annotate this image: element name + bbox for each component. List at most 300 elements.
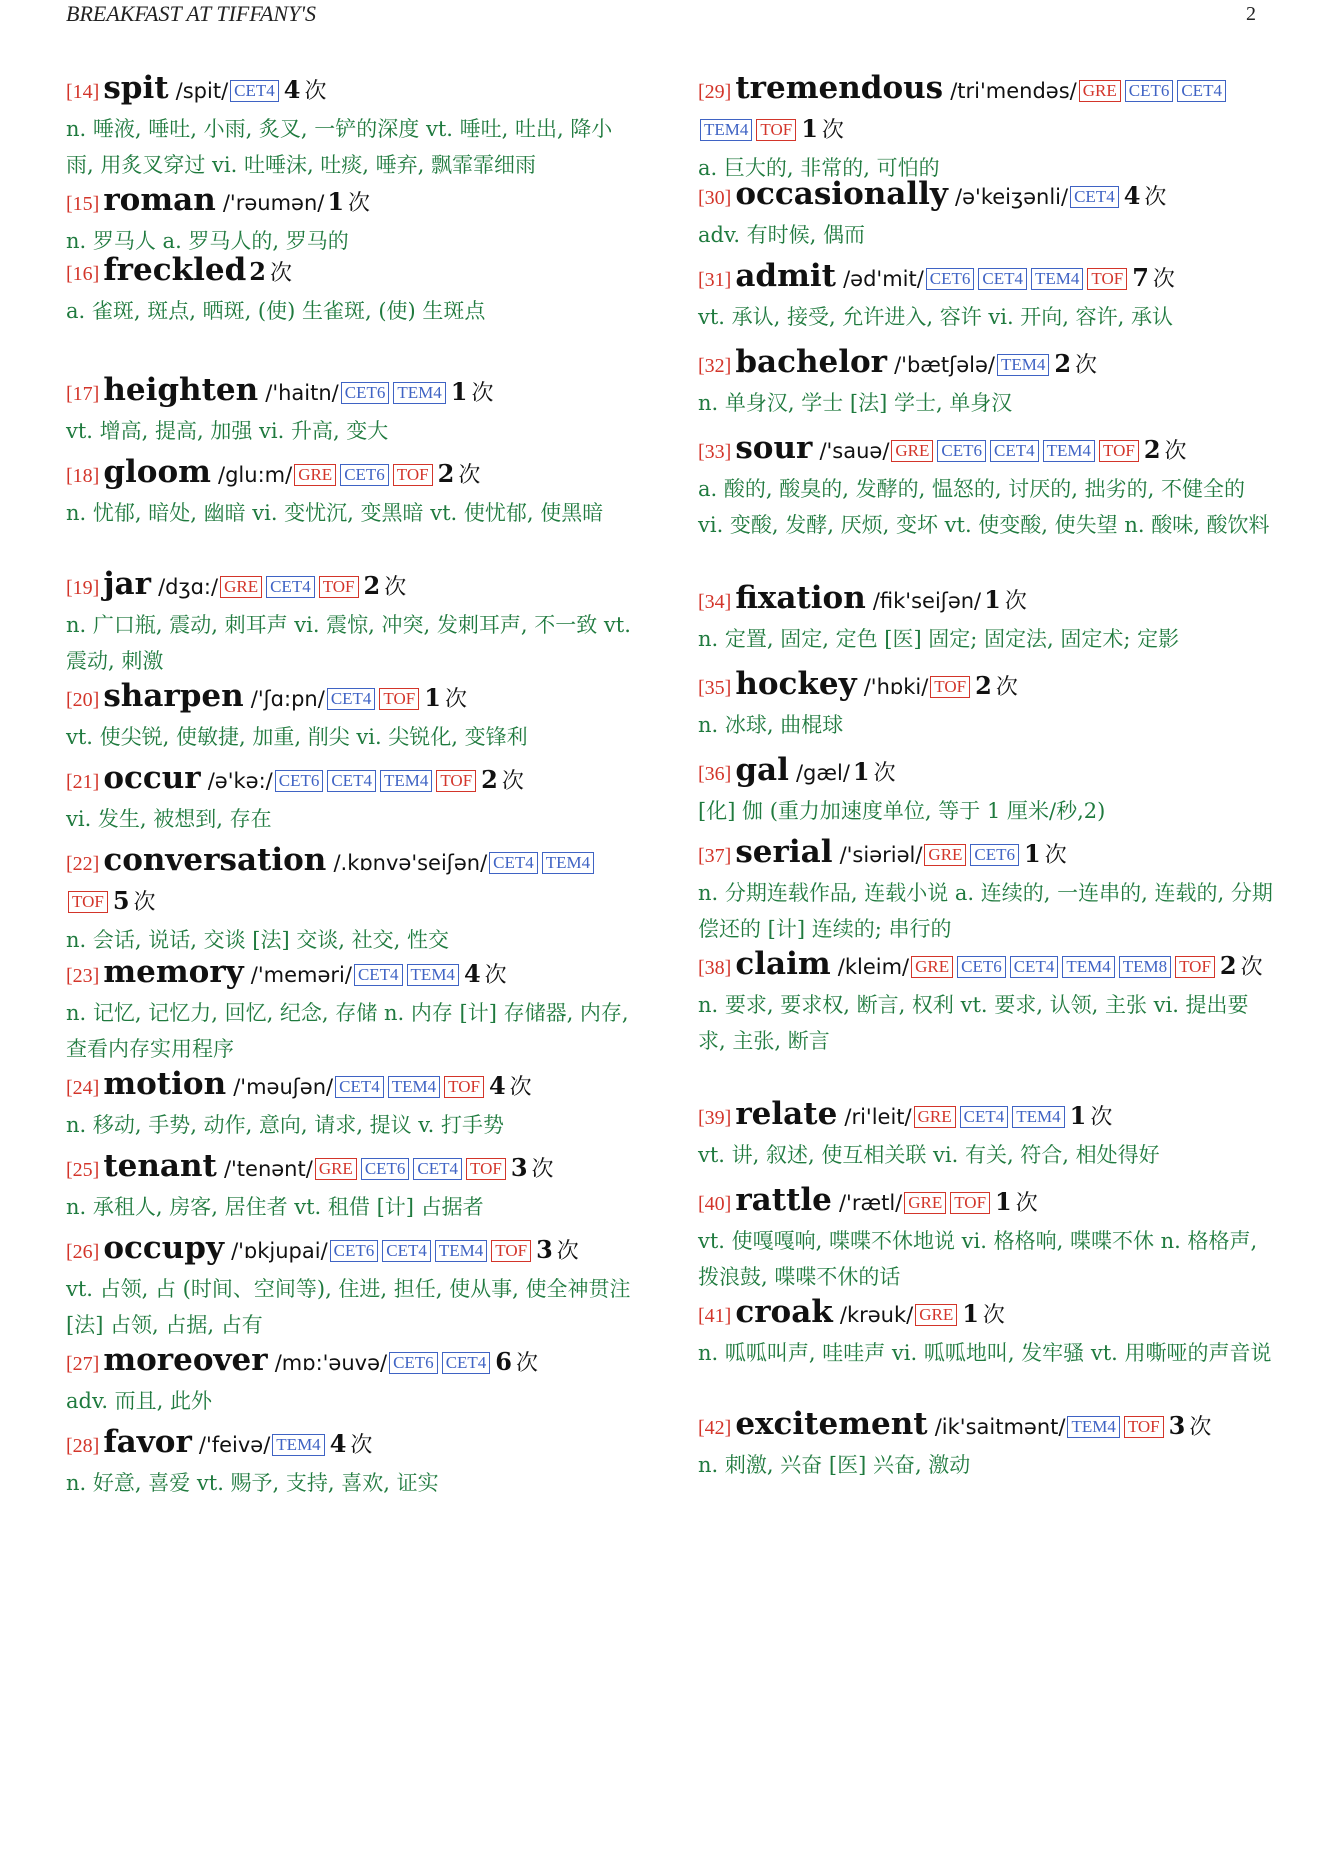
vocab-entry [66,1148,639,1225]
definition: vt. 讲, 叙述, 使互相关联 vi. 有关, 符合, 相处得好 [698,1143,1160,1167]
exam-tag-tem4: TEM4 [997,354,1049,376]
entry-headline [698,176,1273,217]
exam-tag-cet4: CET4 [442,1352,491,1374]
frequency-count [112,886,156,915]
frequency-unit: 次 [269,261,292,286]
exam-tag-tem4: TEM4 [1062,956,1114,978]
entry-index: [14] [66,81,100,103]
exam-tag-gre: GRE [911,956,953,978]
definition: n. 要求, 要求权, 断言, 权利 vt. 要求, 认领, 主张 vi. 提出要求, 主张, 断言 [698,993,1249,1053]
phonetic: /mɒ:'əuvə/ [274,1351,388,1375]
entry-index: [23] [66,965,100,987]
frequency-number: 2 [249,257,266,286]
definition: a. 酸的, 酸臭的, 发酵的, 愠怒的, 讨厌的, 拙劣的, 不健全的 vi. 变酸, 发酵, 厌烦, 变坏 vt. 使变酸, 使失望 n. 酸味, 酸饮料 [698,477,1270,537]
entry-index: [21] [66,771,100,793]
vocab-entry [698,1294,1273,1371]
vocab-entry [698,1406,1273,1483]
vocab-entry [66,1066,639,1143]
vocab-entry [66,678,639,755]
entry-headline [66,760,639,801]
exam-tag-gre: GRE [294,464,336,486]
exam-tag-tem4: TEM4 [272,1434,324,1456]
entry-headline [698,666,1273,707]
entry-headline [66,252,639,293]
entry-index: [27] [66,1353,100,1375]
definition: n. 承租人, 房客, 居住者 vt. 租借 [计] 占据者 [66,1195,484,1219]
frequency-unit: 次 [384,575,407,600]
definition: n. 罗马人 a. 罗马人的, 罗马的 [66,229,349,253]
headword: occupy [103,1230,224,1266]
vocab-entry [698,1096,1273,1173]
vocab-entry [66,252,639,329]
exam-tag-cet4: CET4 [230,80,279,102]
frequency-number: 1 [1069,1101,1087,1130]
exam-tag-gre: GRE [315,1158,357,1180]
definition: adv. 而且, 此外 [66,1389,213,1413]
entry-index: [29] [698,81,732,103]
exam-tag-tem4: TEM4 [1067,1416,1119,1438]
frequency-number: 4 [488,1071,506,1100]
frequency-unit: 次 [1164,439,1187,464]
headword: heighten [103,372,259,408]
entry-index: [22] [66,853,100,875]
vocab-entry [66,454,639,531]
exam-tag-tem4: TEM4 [1043,440,1095,462]
headword: admit [735,258,836,294]
vocab-entry [66,842,639,958]
entry-headline [698,752,1273,793]
headword: jar [103,566,151,602]
definition: vt. 使嘎嘎响, 喋喋不休地说 vi. 格格响, 喋喋不休 n. 格格声, 拨浪鼓, 喋喋不休的话 [698,1229,1258,1289]
vocab-entry [698,1182,1273,1295]
exam-tag-cet4: CET4 [1177,80,1226,102]
entry-index: [31] [698,269,732,291]
exam-tag-tof: TOF [1099,440,1139,462]
vocab-entry [698,752,1273,829]
frequency-number: 3 [510,1153,528,1182]
phonetic: /'bætʃələ/ [894,353,995,377]
frequency-number: 1 [995,1187,1012,1216]
frequency-count [975,671,1018,700]
frequency-count [283,75,327,104]
entry-index: [28] [66,1435,100,1457]
frequency-number: 2 [975,671,992,700]
frequency-number: 1 [984,585,1001,614]
exam-tag-tof: TOF [68,891,108,913]
definition: n. 广口瓶, 震动, 刺耳声 vi. 震惊, 冲突, 发刺耳声, 不一致 vt. 震动, 刺激 [66,613,631,673]
frequency-count [1132,263,1175,292]
headword: bachelor [735,344,888,380]
phonetic: /tri'mendəs/ [950,79,1077,103]
exam-tag-cet6: CET6 [937,440,986,462]
phonetic: /ri'leit/ [844,1105,912,1129]
exam-tag-tof: TOF [491,1240,531,1262]
exam-tag-tof: TOF [1124,1416,1164,1438]
headword: favor [103,1424,192,1460]
frequency-count [995,1187,1038,1216]
frequency-unit: 次 [458,463,481,488]
exam-tag-tof: TOF [319,576,359,598]
exam-tag-tem4: TEM4 [407,964,459,986]
frequency-count [463,959,507,988]
frequency-number: 1 [424,683,441,712]
exam-tag-cet6: CET6 [389,1352,438,1374]
frequency-count [1054,349,1098,378]
frequency-unit: 次 [873,761,896,786]
frequency-number: 4 [329,1429,347,1458]
exam-tag-tem4: TEM4 [393,382,445,404]
vocab-entry [66,372,639,449]
exam-tag-tof: TOF [379,688,419,710]
vocab-entry [698,258,1273,335]
vocab-entry [66,182,639,259]
phonetic: /'məuʃən/ [233,1075,334,1099]
vocab-entry [698,580,1273,657]
exam-tag-gre: GRE [904,1192,946,1214]
exam-tag-tem8: TEM8 [1119,956,1171,978]
exam-tag-cet6: CET6 [361,1158,410,1180]
phonetic: /ik'saitmənt/ [934,1415,1066,1439]
headword: conversation [103,842,327,878]
exam-tag-gre: GRE [914,1106,956,1128]
definition: n. 唾液, 唾吐, 小雨, 炙叉, 一铲的深度 vt. 唾吐, 吐出, 降小雨, 用炙叉穿过 vi. 吐唾沫, 吐痰, 唾弃, 飘霏霏细雨 [66,117,613,177]
definition: [化] 伽 (重力加速度单位, 等于 1 厘米/秒,2) [698,799,1106,823]
entry-headline [698,834,1273,875]
vocab-entry [66,1424,639,1501]
exam-tag-tof: TOF [950,1192,990,1214]
frequency-number: 7 [1132,263,1149,292]
frequency-count [1219,951,1263,980]
headword: relate [735,1096,838,1132]
entry-index: [37] [698,845,732,867]
headword: hockey [735,666,857,702]
frequency-count [437,459,481,488]
entry-headline [698,1406,1273,1447]
frequency-unit: 次 [304,79,327,104]
headword: occasionally [735,176,948,212]
exam-tag-tof: TOF [444,1076,484,1098]
entry-index: [34] [698,591,732,613]
vocab-entry [698,946,1273,1059]
frequency-number: 4 [283,75,301,104]
entry-index: [20] [66,689,100,711]
phonetic: /glu:m/ [218,463,293,487]
frequency-unit: 次 [516,1351,539,1376]
exam-tag-gre: GRE [891,440,933,462]
frequency-count [536,1235,579,1264]
phonetic: /'meməri/ [250,963,352,987]
entry-index: [19] [66,577,100,599]
entry-index: [33] [698,441,732,463]
exam-tag-gre: GRE [1079,80,1121,102]
phonetic: /ə'kə:/ [207,769,273,793]
headword: excitement [735,1406,928,1442]
exam-tag-tem4: TEM4 [1031,268,1083,290]
entry-index: [41] [698,1305,732,1327]
definition: n. 定置, 固定, 定色 [医] 固定; 固定法, 固定术; 定影 [698,627,1180,651]
definition: a. 雀斑, 斑点, 晒斑, (使) 生雀斑, (使) 生斑点 [66,299,486,323]
frequency-count [984,585,1027,614]
headword: motion [103,1066,227,1102]
phonetic: /fik'seiʃən/ [872,589,982,613]
entry-headline [66,678,639,719]
exam-tag-gre: GRE [220,576,262,598]
frequency-unit: 次 [982,1303,1005,1328]
entry-index: [24] [66,1077,100,1099]
vocab-entry [66,566,639,679]
phonetic: /'siəriəl/ [839,843,923,867]
exam-tag-cet6: CET6 [330,1240,379,1262]
entry-index: [40] [698,1193,732,1215]
headword: croak [735,1294,833,1330]
headword: sour [735,430,813,466]
phonetic: /'feivə/ [198,1433,271,1457]
exam-tag-cet6: CET6 [275,770,324,792]
exam-tag-cet6: CET6 [957,956,1006,978]
frequency-count [1143,435,1187,464]
entry-index: [16] [66,263,100,285]
exam-tag-cet4: CET4 [327,770,376,792]
entry-headline [698,580,1273,621]
frequency-number: 4 [463,959,481,988]
exam-tag-cet6: CET6 [340,464,389,486]
vocab-entry [66,760,639,837]
frequency-unit: 次 [1240,955,1263,980]
headword: occur [103,760,201,796]
entry-headline [698,946,1273,987]
exam-tag-cet4: CET4 [335,1076,384,1098]
exam-tag-cet6: CET6 [1125,80,1174,102]
phonetic: /kleim/ [837,955,910,979]
phonetic: /ə'keiʒənli/ [955,185,1069,209]
entry-headline [66,1148,639,1189]
phonetic: /'rætl/ [838,1191,903,1215]
entry-headline [698,1294,1273,1335]
frequency-number: 1 [1024,839,1041,868]
exam-tag-tof: TOF [466,1158,506,1180]
frequency-unit: 次 [1189,1415,1212,1440]
frequency-unit: 次 [501,769,524,794]
headword: tenant [103,1148,217,1184]
frequency-unit: 次 [444,687,467,712]
entry-headline [66,182,639,223]
definition: n. 冰球, 曲棍球 [698,713,844,737]
frequency-count [852,757,896,786]
headword: roman [103,182,216,218]
frequency-unit: 次 [1015,1191,1038,1216]
entry-index: [38] [698,957,732,979]
vocab-entry [66,1342,639,1419]
frequency-unit: 次 [350,1433,373,1458]
definition: vt. 增高, 提高, 加强 vi. 升高, 变大 [66,419,389,443]
headword: claim [735,946,831,982]
definition: a. 巨大的, 非常的, 可怕的 [698,156,940,180]
exam-tag-cet6: CET6 [970,844,1019,866]
entry-headline [66,1424,639,1465]
frequency-unit: 次 [821,118,844,143]
definition: n. 移动, 手势, 动作, 意向, 请求, 提议 v. 打手势 [66,1113,505,1137]
entry-headline [698,1096,1273,1137]
entry-headline [66,954,639,995]
frequency-count [488,1071,532,1100]
exam-tag-tem4: TEM4 [700,119,752,141]
exam-tag-cet4: CET4 [327,688,376,710]
frequency-count [1123,181,1167,210]
exam-tag-tof: TOF [756,119,796,141]
exam-tag-tem4: TEM4 [388,1076,440,1098]
exam-tag-tem4: TEM4 [1012,1106,1064,1128]
exam-tag-tem4: TEM4 [542,852,594,874]
exam-tag-tof: TOF [930,676,970,698]
frequency-count [363,571,407,600]
frequency-count [327,187,371,216]
entry-headline [698,258,1273,299]
frequency-number: 1 [327,187,345,216]
entry-headline [66,1342,639,1383]
definition: n. 好意, 喜爱 vt. 赐予, 支持, 喜欢, 证实 [66,1471,439,1495]
headword: sharpen [103,678,244,714]
entry-index: [36] [698,763,732,785]
phonetic: /'ʃɑ:pn/ [250,687,325,711]
headword: serial [735,834,833,870]
frequency-unit: 次 [1075,353,1098,378]
frequency-number: 2 [1219,951,1237,980]
frequency-unit: 次 [995,675,1018,700]
book-title: BREAKFAST AT TIFFANY'S [66,1,317,26]
entry-index: [26] [66,1241,100,1263]
phonetic: /'sauə/ [819,439,890,463]
exam-tag-tof: TOF [1087,268,1127,290]
vocab-entry [66,954,639,1067]
definition: n. 单身汉, 学士 [法] 学士, 单身汉 [698,391,1013,415]
frequency-number: 2 [1143,435,1161,464]
phonetic: /gæl/ [795,761,850,785]
frequency-unit: 次 [509,1075,532,1100]
vocab-entry [698,834,1273,947]
headword: tremendous [735,70,944,106]
definition: n. 记忆, 记忆力, 回忆, 纪念, 存储 n. 内存 [计] 存储器, 内存, 查看内存实用程序 [66,1001,629,1061]
page-number: 2 [1246,2,1256,25]
entry-headline [66,1230,639,1271]
frequency-count [450,377,494,406]
entry-headline [66,566,639,607]
phonetic: /'hɒki/ [863,675,929,699]
frequency-number: 4 [1123,181,1141,210]
definition: vi. 发生, 被想到, 存在 [66,807,272,831]
exam-tag-tof: TOF [393,464,433,486]
frequency-count [495,1347,539,1376]
frequency-unit: 次 [531,1157,554,1182]
headword: rattle [735,1182,832,1218]
phonetic: /spit/ [175,79,229,103]
entry-index: [30] [698,187,732,209]
frequency-count [481,765,524,794]
entry-index: [39] [698,1107,732,1129]
frequency-number: 5 [112,886,130,915]
vocab-entry [698,70,1273,186]
phonetic: /əd'mit/ [843,267,924,291]
frequency-number: 1 [962,1299,979,1328]
exam-tag-cet4: CET4 [990,440,1039,462]
definition: vt. 占领, 占 (时间、空间等), 住进, 担任, 使从事, 使全神贯注 [法] 占领, 占据, 占有 [66,1277,631,1337]
page-header [66,0,1256,28]
frequency-unit: 次 [1144,185,1167,210]
entry-index: [42] [698,1417,732,1439]
definition: adv. 有时候, 偶而 [698,223,866,247]
exam-tag-cet6: CET6 [926,268,975,290]
frequency-unit: 次 [556,1239,579,1264]
phonetic: /'tenənt/ [223,1157,313,1181]
definition: n. 分期连载作品, 连载小说 a. 连续的, 一连串的, 连载的, 分期偿还的 [计] 连续的; 串行的 [698,881,1273,941]
entry-headline [66,372,639,413]
frequency-count [249,257,292,286]
frequency-unit: 次 [1090,1105,1113,1130]
entry-index: [32] [698,355,732,377]
entry-headline [66,842,639,922]
entry-headline [66,70,639,111]
frequency-number: 3 [536,1235,553,1264]
frequency-number: 6 [495,1347,512,1376]
vocab-entry [698,344,1273,421]
phonetic: /.kɒnvə'seiʃən/ [333,851,488,875]
entry-index: [35] [698,677,732,699]
headword: gloom [103,454,211,490]
definition: n. 会话, 说话, 交谈 [法] 交谈, 社交, 性交 [66,928,450,952]
entry-headline [698,430,1273,471]
vocab-entry [698,666,1273,743]
entry-index: [25] [66,1159,100,1181]
vocab-entry [66,1230,639,1343]
exam-tag-cet4: CET4 [960,1106,1009,1128]
exam-tag-cet6: CET6 [341,382,390,404]
headword: fixation [735,580,866,616]
frequency-number: 2 [363,571,381,600]
definition: vt. 使尖锐, 使敏捷, 加重, 削尖 vi. 尖锐化, 变锋利 [66,725,528,749]
frequency-number: 1 [450,377,468,406]
frequency-count [424,683,467,712]
definition: n. 忧郁, 暗处, 幽暗 vi. 变忧沉, 变黑暗 vt. 使忧郁, 使黑暗 [66,501,604,525]
vocab-entry [698,176,1273,253]
entry-headline [66,1066,639,1107]
exam-tag-tem4: TEM4 [380,770,432,792]
entry-index: [15] [66,193,100,215]
frequency-unit: 次 [471,381,494,406]
frequency-count [1168,1411,1212,1440]
entry-index: [18] [66,465,100,487]
frequency-unit: 次 [133,890,156,915]
frequency-unit: 次 [348,191,371,216]
frequency-count [801,114,844,143]
entry-headline [698,70,1273,150]
phonetic: /'haitn/ [265,381,339,405]
exam-tag-tem4: TEM4 [435,1240,487,1262]
exam-tag-tof: TOF [1175,956,1215,978]
definition: n. 刺激, 兴奋 [医] 兴奋, 激动 [698,1453,971,1477]
frequency-number: 2 [1054,349,1072,378]
frequency-number: 3 [1168,1411,1186,1440]
exam-tag-tof: TOF [436,770,476,792]
phonetic: /krəuk/ [839,1303,914,1327]
phonetic: /'rəumən/ [222,191,325,215]
exam-tag-cet4: CET4 [413,1158,462,1180]
vocab-entry [698,430,1273,543]
frequency-number: 1 [852,757,870,786]
exam-tag-gre: GRE [924,844,966,866]
frequency-count [962,1299,1005,1328]
exam-tag-cet4: CET4 [1070,186,1119,208]
frequency-number: 2 [437,459,455,488]
exam-tag-gre: GRE [915,1304,957,1326]
